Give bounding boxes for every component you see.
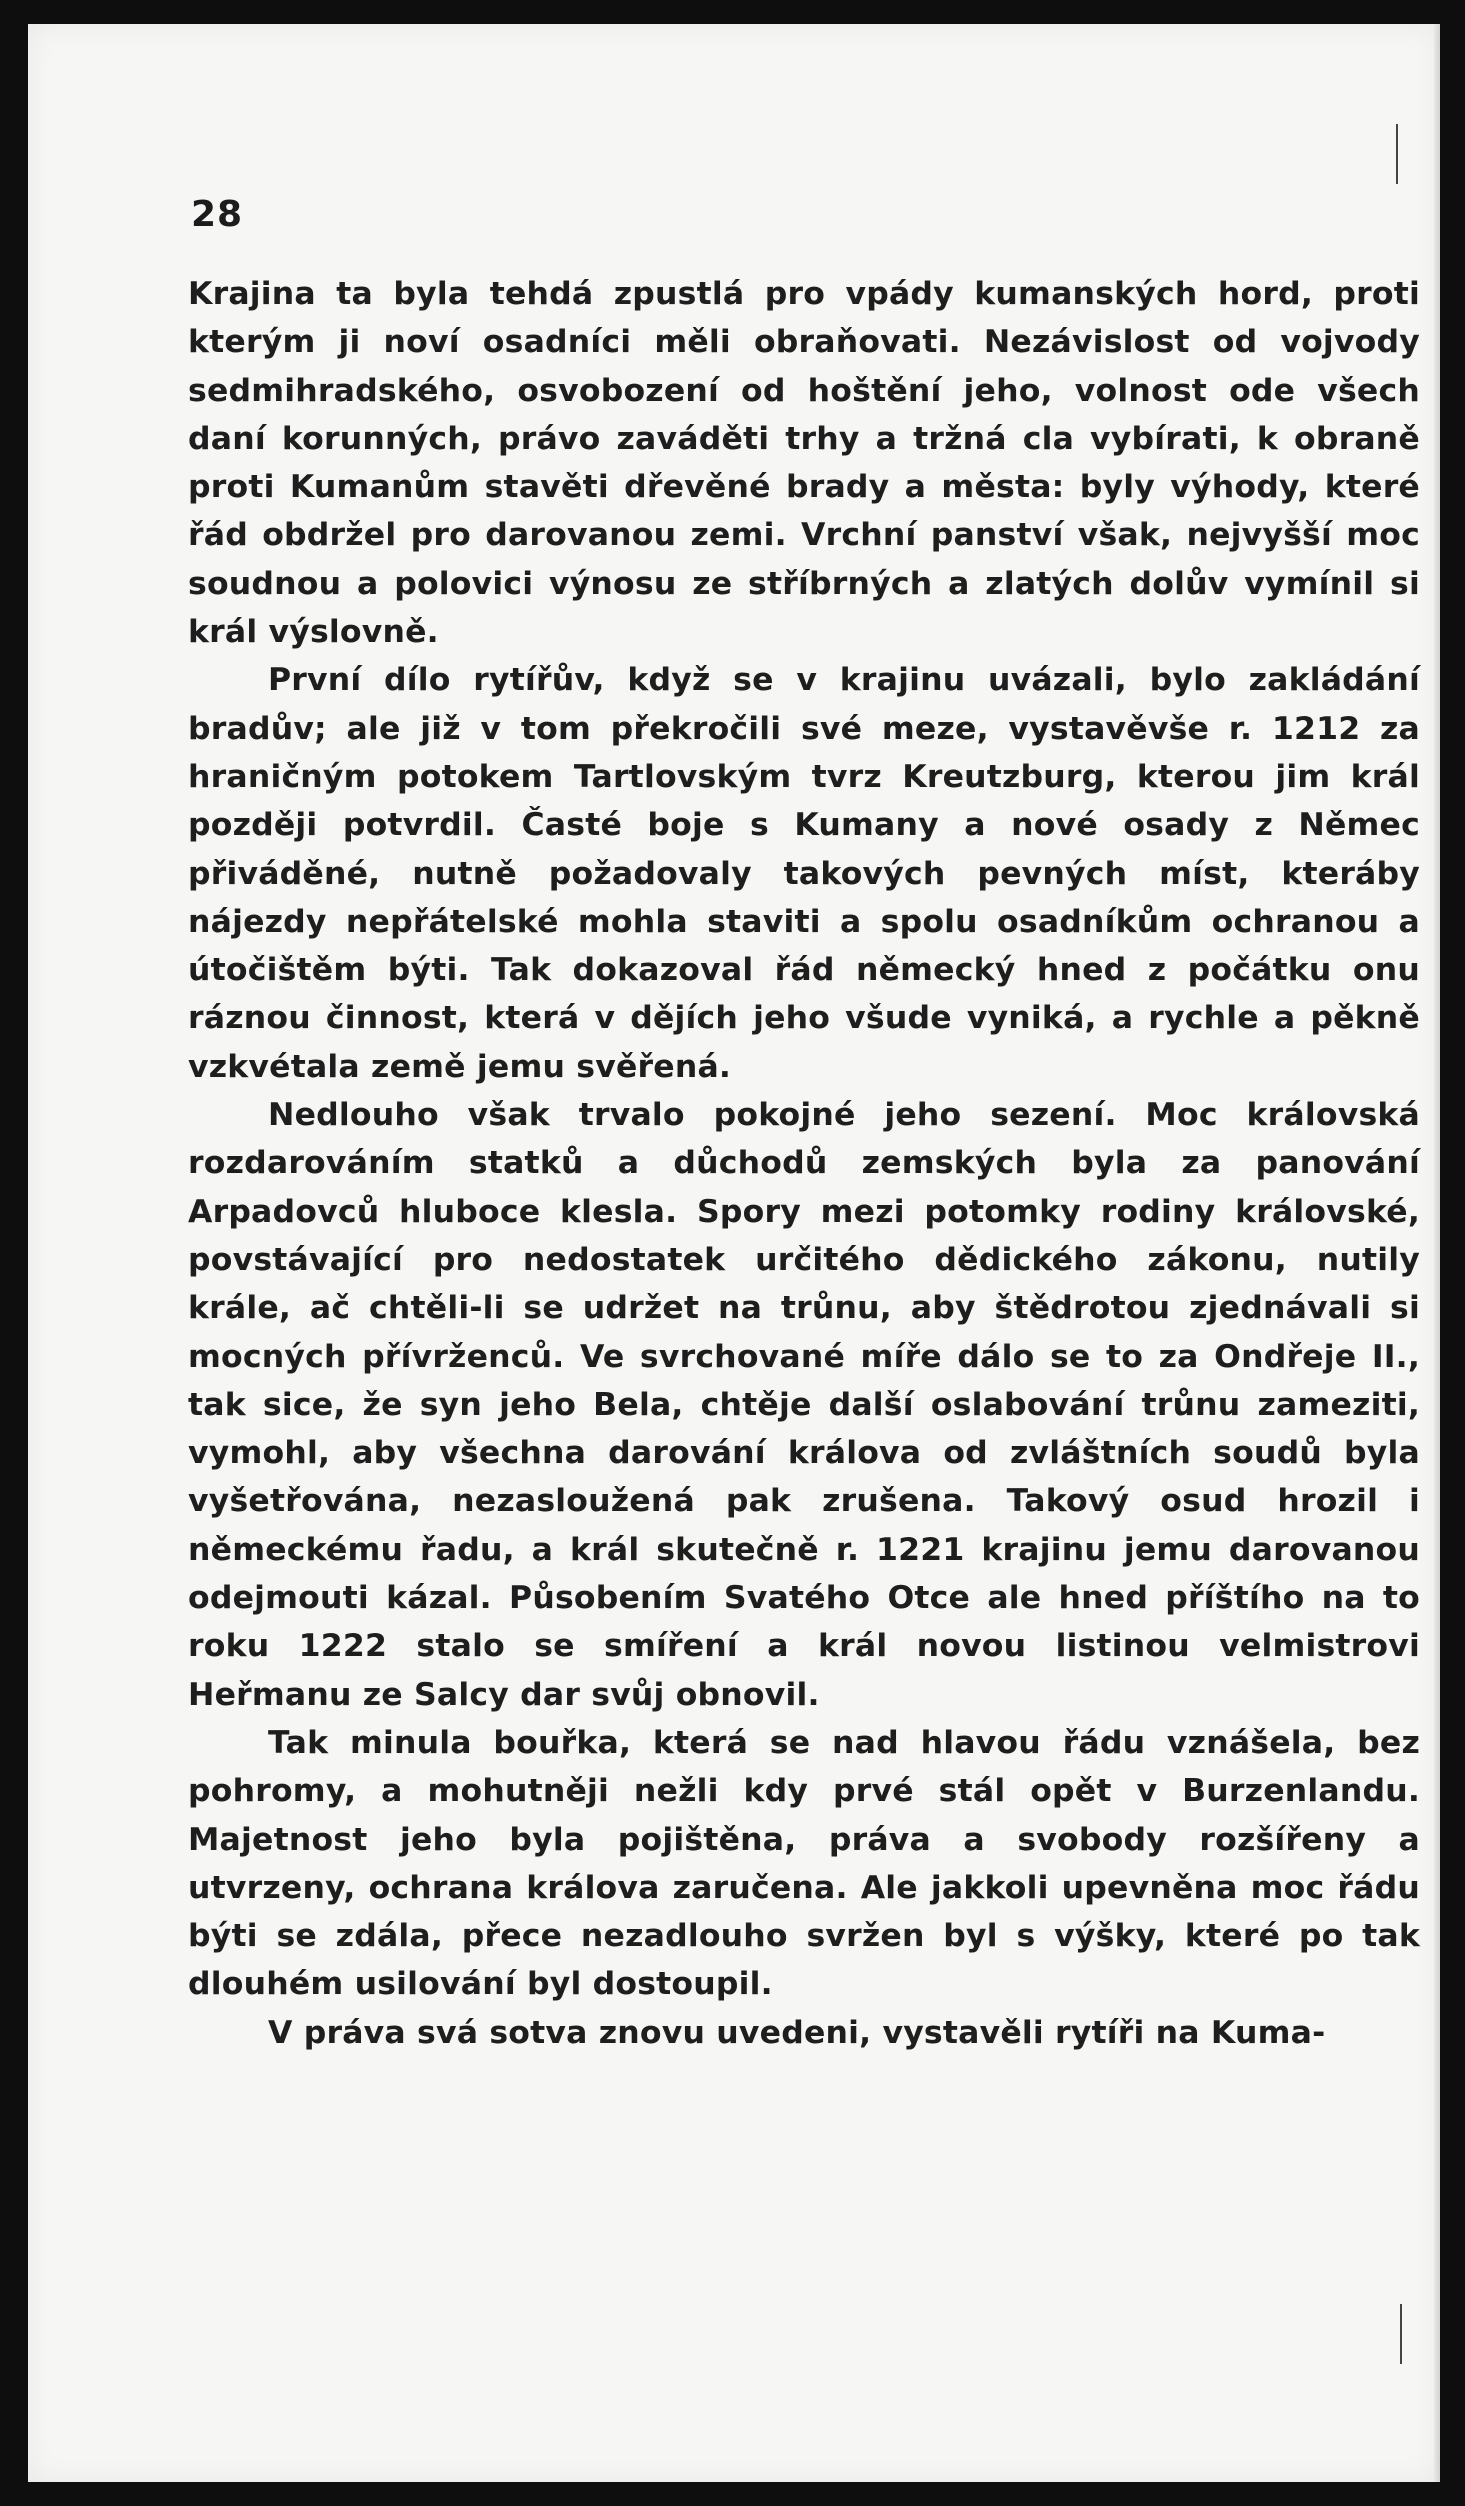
scan-edge-mark-bottom (1400, 2304, 1402, 2364)
paragraph-3: Nedlouho však trvalo pokojné jeho sezení. Moc královská rozdarováním statků a důchodů zemských byla za panování Arpadovců hluboce klesla. Spory mezi potomky rodiny královské, povstávající pro nedostatek určitého dědického zákonu, nutily krále, ač chtěli-li se udržet na trůnu, aby štědrotou zjednávali si mocných přívrženců. Ve svrchované míře dálo se to za Ondřeje II., tak sice, že syn jeho Bela, chtěje další oslabování trůnu zameziti, vymohl, aby všechna darování králova od zvláštních soudů byla vyšetřována, nezasloužená pak zrušena. Takový osud hrozil i německému řadu, a král skutečně r. 1221 krajinu jemu darovanou odejmouti kázal. Působením Svatého Otce ale hned příštího na to roku 1222 stalo se smíření a král novou listinou velmistrovi Heřmanu ze Salcy dar svůj obnovil. (188, 1097, 1420, 1713)
scan-edge-mark-top (1396, 124, 1398, 184)
body-text (188, 270, 1420, 2057)
paragraph-4: Tak minula bouřka, která se nad hlavou řádu vznášela, bez pohromy, a mohutněji nežli kdy prvé stál opět v Burzenlandu. Majetnost jeho byla pojištěna, práva a svobody rozšířeny a utvrzeny, ochrana králova zaručena. Ale jakkoli upevněna moc řádu býti se zdála, přece nezadlouho svržen byl s výšky, které po tak dlouhém usilování byl dostoupil. (188, 1724, 1420, 2003)
paragraph-1: Krajina ta byla tehdá zpustlá pro vpády kumanských hord, proti kterým ji noví osadníci měli obraňovati. Nezávislost od vojvody sedmihradského, osvobození od hoštění jeho, volnost ode všech daní korunných, právo zaváděti trhy a tržná cla vybírati, k obraně proti Kumanům stavěti dřevěné brady a města: byly výhody, které řád obdržel pro darovanou zemi. Vrchní panství však, nejvyšší moc soudnou a polovici výnosu ze stříbrných a zlatých dolův vymínil si král výslovně. (188, 276, 1420, 651)
paragraph-2: První dílo rytířův, když se v krajinu uvázali, bylo zakládání bradův; ale již v tom překročili své meze, vystavěvše r. 1212 za hraničným potokem Tartlovským tvrz Kreutzburg, kterou jim král později potvrdil. Časté boje s Kumany a nové osady z Němec přiváděné, nutně požadovaly takových pevných míst, kteráby nájezdy nepřátelské mohla staviti a spolu osadníkům ochranou a útočištěm býti. Tak dokazoval řád německý hned z počátku onu ráznou činnost, která v dějích jeho všude vyniká, a rychle a pěkně vzkvétala země jemu svěřená. (188, 662, 1420, 1085)
page-number: 28 (191, 194, 244, 235)
book-page (28, 24, 1440, 2482)
paragraph-5: V práva svá sotva znovu uvedeni, vystavěli rytíři na Kuma- (268, 2014, 1326, 2051)
